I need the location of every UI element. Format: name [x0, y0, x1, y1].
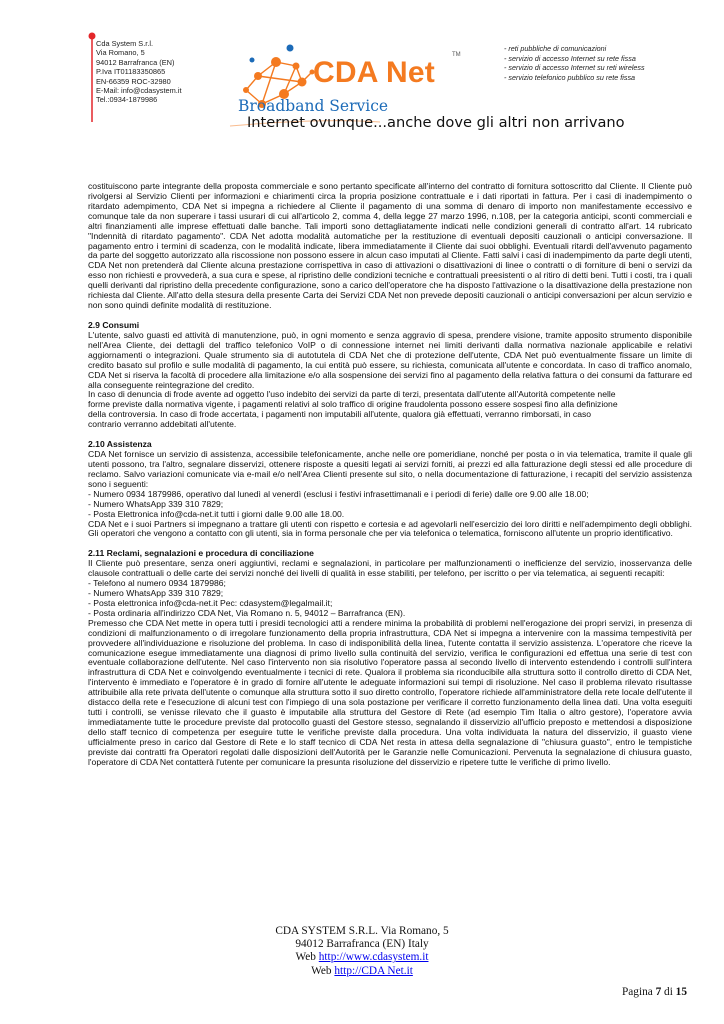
- footer-city: 94012 Barrafranca (EN) Italy: [295, 938, 429, 951]
- page-label: Pagina: [622, 986, 656, 998]
- web-label: Web: [295, 951, 319, 964]
- tagline: Internet ovunque...anche dove gli altri non arrivano: [247, 114, 625, 131]
- footer-address: CDA SYSTEM S.R.L. Via Romano, 5: [275, 925, 449, 937]
- section-title-assistenza: 2.10 Assistenza: [88, 439, 152, 450]
- service-item: - servizio di accesso Internet su rete fissa: [504, 53, 636, 63]
- assistenza-paragraph-2: CDA Net e i suoi Partners si impegnano a trattare gli utenti con rispetto e cortesia e ad agevolarli nell'esercizio dei loro diritti e nell'adempimento degli obblighi. Gli operatori che vengono a contatto con gli utenti, sia in forma personale che per via telefonica o telematica, forniscono all'utente un proprio identificativo.: [88, 518, 692, 539]
- reclami-contact: - Posta elettronica info@cda-net.it Pec: cdasystem@legalmail.it;: [88, 597, 333, 608]
- website-link-cdasystem[interactable]: http://www.cdasystem.it: [318, 951, 429, 964]
- page-of: di: [661, 986, 676, 998]
- reclami-paragraph: Il Cliente può presentare, senza oneri aggiuntivi, reclami e segnalazioni, in particolare per malfunzionamenti o inefficienze del servizio, inosservanza delle clausole contrattuali o delle carte dei servizi nonché dei livelli di qualità in esse stabiliti, per telefono, per iscritto o per via telematica, ai seguenti recapiti:: [88, 558, 692, 579]
- company-line: Cda System S.r.l.: [96, 39, 154, 48]
- page-number: [622, 986, 687, 998]
- reclami-contact: - Posta ordinaria all'indirizzo CDA Net, Via Romano n. 5, 94012 – Barrafranca (EN).: [88, 607, 406, 618]
- consumi-line: contrario verranno addebitati all'utente.: [88, 419, 237, 430]
- footer: [0, 925, 724, 978]
- reclami-paragraph-2: Premesso che CDA Net mette in opera tutti i presidi tecnologici atti a rendere minima la probabilità di problemi nell'erogazione dei propri servizi, in presenza di condizioni di malfunzionamento o di irregolare funzionamento della propria infrastruttura, CDA Net si impegna a intervenire con la massima tempestività per provvedere all'individuazione e risoluzione del problema. In caso di indisponibilità della linea, l'utente contatta il servizio assistenza. L'operatore che riceve la comunicazione esegue immediatamente una diagnosi di primo livello sulla continuità del servizio, verifica le configurazioni ed effettua una serie di test con eventuale collaborazione dell'utente. Nel caso l'intervento non sia risolutivo l'operatore passa al secondo livello di intervento estendendo i controlli sull'intera infrastruttura di CDA Net e coinvolgendo eventualmente i tecnici di rete. Qualora il problema sia riconducibile alla struttura sotto il controllo diretto di CDA Net, l'intervento è immediato e l'operatore è in grado di fornire all'utente le adeguate informazioni sui tempi di risoluzione. Nel caso il problema rilevato risultasse attribuibile alla rete privata dell'utente o comunque alla struttura sotto il suo diretto controllo, l'operatore richiede all'amministratore della rete locale dell'utente il distacco della rete e l'esecuzione di alcuni test con l'impiego di una sola postazione per verificare il corretto funzionamento della linea dati. Una volta eseguiti tutti i controlli, se venisse rilevato che il guasto è imputabile alla struttura del Gestore di Rete (ad esempio Tim Italia o altro gestore), l'operatore avvia immediatamente tutte le procedure previste dal protocollo guasti del Gestore stesso, segnalando il disservizio all'ufficio preposto e mettendosi a disposizione dello staff tecnico di competenza per eseguire tutte le verifiche previste dalla procedura. Una volta individuata la natura del disservizio, il guasto viene ufficialmente preso in carico dal Gestore di Rete e lo staff tecnico di CDA Net resta in attesa della segnalazione di "chiusura guasto", entro le tempistiche previste dai contratti fra Operatori regolati dalle disposizioni dell'Autorità per le Garanzie nelle Comunicazioni. Pervenuta la segnalazione di chiusura guasto, l'operatore di CDA Net contatterà l'utente per comunicare la presunta risoluzione del disservizio e ripetere tutte le verifiche di primo livello.: [88, 617, 692, 767]
- assistenza-contact: - Numero 0934 1879986, operativo dal lunedì al venerdì (esclusi i festivi infrasettimanali e i periodi di ferie) dalle ore 9.00 alle 18.00;: [88, 488, 589, 499]
- services-list: [504, 44, 645, 82]
- consumi-paragraph: L'utente, salvo guasti ed attività di manutenzione, può, in ogni momento e senza aggravio di spesa, prendere visione, tramite apposito strumento disponibile nell'Area Cliente, dei dettagli del traffico telefonico VoIP o di connessione internet nei limiti derivanti dalla normativa nazionale applicabile e relativi aggiornamenti o integrazioni. Quale strumento sia di autotutela di CDA Net che di protezione dell'utente, CDA Net può eventualmente fissare un limite di credito basato sul profilo e sulle modalità di pagamento, la cui entità può essere, su richiesta, comunicata all'utente e concordata. In caso di traffico anomalo, CDA Net si riserva la facoltà di procedere alla limitazione e/o alla sospensione dei servizi fino al pagamento della relativa fattura o dei consumi da fatturare ed alla conseguente reintegrazione del credito.: [88, 329, 692, 390]
- service-item: - servizio telefonico pubblico su rete fissa: [504, 72, 636, 82]
- company-line: E-Mail: info@cdasystem.it: [96, 86, 182, 96]
- assistenza-paragraph: CDA Net fornisce un servizio di assistenza, accessibile telefonicamente, anche nelle ore pomeridiane, nonché per posta o in via telematica, tramite il quale gli utenti possono, tra l'altro, segnalare disservizi, ottenere risposte a quesiti legati ai servizi forniti, ai prezzi ed alla fatturazione degli stessi ed alle procedure di reclamo. Salvo variazioni comunicate via e-mail e/o nell'Area Clienti presente sul sito, o nella documentazione di fatturazione, i recapiti del servizio assistenza sono i seguenti:: [88, 449, 692, 489]
- company-line: EN-66359 ROC-32980: [96, 76, 171, 86]
- footer-web-2: [0, 965, 724, 978]
- reclami-contact: - Numero WhatsApp 339 310 7829;: [88, 588, 224, 599]
- reclami-contact: - Telefono al numero 0934 1879986;: [88, 578, 226, 589]
- web-label: Web: [311, 964, 335, 977]
- service-item: - servizio di accesso Internet su reti wireless: [504, 63, 645, 72]
- website-link-cdanet[interactable]: http://CDA Net.it: [334, 964, 413, 977]
- consumi-line: della controversia. In caso di frode accertata, i pagamenti non imputabili all'utente, qualora già effettuati, verranno rimborsati, in caso: [88, 409, 592, 420]
- page-current: 7: [655, 986, 662, 998]
- section-title-reclami: 2.11 Reclami, segnalazioni e procedura di conciliazione: [88, 548, 314, 559]
- company-line: P.Iva IT01183350865: [96, 67, 166, 77]
- brand-name: CDA Net: [313, 56, 435, 89]
- consumi-line: forme previste dalla normativa vigente, i pagamenti relativi al solo traffico di origine fraudolenta possono essere sospesi fino alla definizione: [88, 399, 618, 410]
- footer-web-1: [0, 951, 724, 964]
- page-total: 15: [675, 986, 687, 998]
- trademark: TM: [452, 52, 461, 58]
- company-line: Via Romano, 5: [96, 48, 145, 58]
- service-item: - reti pubbliche di comunicazioni: [504, 44, 607, 53]
- company-line: 94012 Barrafranca (EN): [96, 57, 175, 67]
- company-line: Tel.:0934-1879986: [96, 95, 158, 105]
- document-body: [88, 182, 692, 768]
- broadband-service: Broadband Service: [238, 97, 389, 115]
- assistenza-contact: - Numero WhatsApp 339 310 7829;: [88, 498, 224, 509]
- consumi-line: In caso di denuncia di frode avente ad oggetto l'uso indebito dei servizi da parte di terzi, presentata dall'utente all'Autorità competente nelle: [88, 389, 616, 400]
- assistenza-contact: - Posta Elettronica info@cda-net.it tutti i giorni dalle 9.00 alle 18.00.: [88, 508, 345, 519]
- intro-paragraph: costituiscono parte integrante della proposta commerciale e sono pertanto specificate all'interno del contratto di fornitura sottoscritto dal Cliente. Il Cliente può rivolgersi al Servizio Clienti per informazioni e chiarimenti circa la propria posizione contrattuale e i dati riportati in fattura. Per i casi di inadempimento o ritardato adempimento, CDA Net si impegna a richiedere al Cliente il pagamento di una somma di denaro di importo non manifestamente eccessivo e comunque tale da non superare i tassi usurari di cui all'articolo 2, comma 4, della legge 27 marzo 1996, n.108, per la categoria anticipi, sconti commerciali e altri finanziamenti alle imprese effettuati dalle banche. Tali importi sono dettagliatamente indicati nelle condizioni generali di contratto all'art. 14 rubricato "Indennità di ritardato pagamento". CDA Net adotta modalità automatiche per la restituzione di eventuali depositi cauzionali o anticipi conversazione. Il pagamento entro i termini di scadenza, con le modalità indicate, libera immediatamente il Cliente dai suoi obblighi. Eventuali ritardi dell'avvenuto pagamento da parte del soggetto autorizzato alla riscossione non possono essere in alcun caso imputati al Cliente. Fatti salvi i casi di inadempimento da parte degli utenti, CDA Net non pretenderà dal Cliente alcuna prestazione corrispettiva in caso di attivazioni o disattivazioni di linee o contratti o di forniture di beni o servizi da esso non richiesti e provvederà, a sua cura e spese, al ripristino delle condizioni tecniche e contrattuali preesistenti o al ritiro di detti beni. Tutti i costi, tra i quali quelli derivanti dal ripristino della precedente configurazione, sono a carico dell'operatore che ha disposto l'attivazione o la disattivazione della prestazione non richiesta dal Cliente. All'atto della stesura della presente Carta dei Servizi CDA Net non prevede depositi cauzionali o anticipi conversazioni per alcun servizio e non sono quindi definite modalità di restituzione.: [88, 181, 693, 311]
- section-title-consumi: 2.9 Consumi: [88, 319, 140, 330]
